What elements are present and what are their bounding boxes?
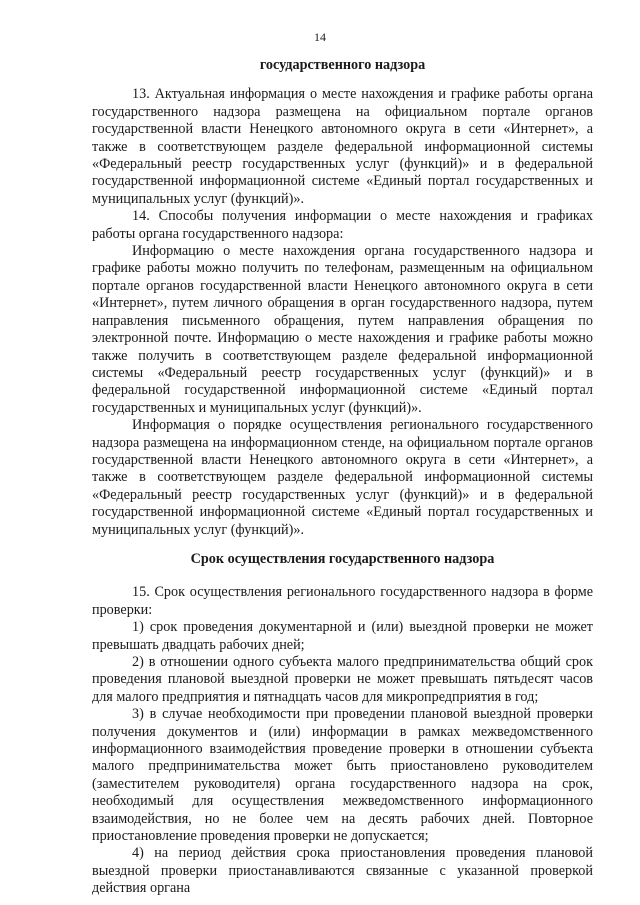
page-number: 14 [314,30,326,44]
list-item-3: 3) в случае необходимости при проведении плановой выездной проверки получения документов и (или) информации в рамках межведомственного информационного взаимодействия проведение проверки в отношении субъекта малого предпринимательства может быть приостановлено руководителем (заместителем руководителя) органа государственного надзора на срок, необходимый для осуществления межведомственного информационного взаимодействия, но не более чем на десять рабочих дней. Повторное приостановление проведения проверки не допускается; [92,706,593,845]
section-heading-term: Срок осуществления государственного надзора [190,550,495,567]
paragraph-procedure-info: Информация о порядке осуществления регионального государственного надзора размещена на информационном стенде, на официальном портале органов государственной власти Ненецкого автономного округа в сети «Интернет», а также в соответствующем разделе федеральной информационной системы «Федеральный реестр государственных услуг (функций)» и в федеральной государственной информационной системе «Единый портал государственных и муниципальных услуг (функций)». [92,417,593,538]
list-item-2: 2) в отношении одного субъекта малого предпринимательства общий срок проведения плановой выездной проверки не может превышать пятьдесят часов для малого предприятия и пятнадцать часов для микропредприятия в год; [92,654,593,705]
paragraph-13: 13. Актуальная информация о месте нахождения и графике работы органа государственного надзора размещена на официальном портале органов государственной власти Ненецкого автономного округа в сети «Интернет», а также в соответствующем разделе федеральной информационной системы «Федеральный реестр государственных услуг (функций)» и в федеральной государственной информационной системе «Единый портал государственных и муниципальных услуг (функций)». [92,86,593,207]
paragraph-14: 14. Способы получения информации о месте нахождения и графиках работы органа государственного надзора: [92,208,593,242]
section-heading-continued: государственного надзора [259,57,426,73]
paragraph-15: 15. Срок осуществления регионального государственного надзора в форме проверки: [92,584,593,618]
list-item-1: 1) срок проведения документарной и (или) выездной проверки не может превышать двадцать рабочих дней; [92,619,593,653]
paragraph-contact-info: Информацию о месте нахождения органа государственного надзора и графике работы можно получить по телефонам, размещенным на официальном портале органов государственной власти Ненецкого автономного округа в сети «Интернет», путем личного обращения в орган государственного надзора, путем направления письменного обращения, путем направления обращения по электронной почте. Информацию о месте нахождения и графике работы можно также получить в соответствующем разделе федеральной информационной системы «Федеральный реестр государственных услуг (функций)» и в федеральной государственной информационной системе «Единый портал государственных и муниципальных услуг (функций)». [92,243,593,416]
page-content [92,57,593,898]
list-item-4: 4) на период действия срока приостановления проведения плановой выездной проверки приостанавливаются связанные с указанной проверкой действия органа [92,845,593,897]
